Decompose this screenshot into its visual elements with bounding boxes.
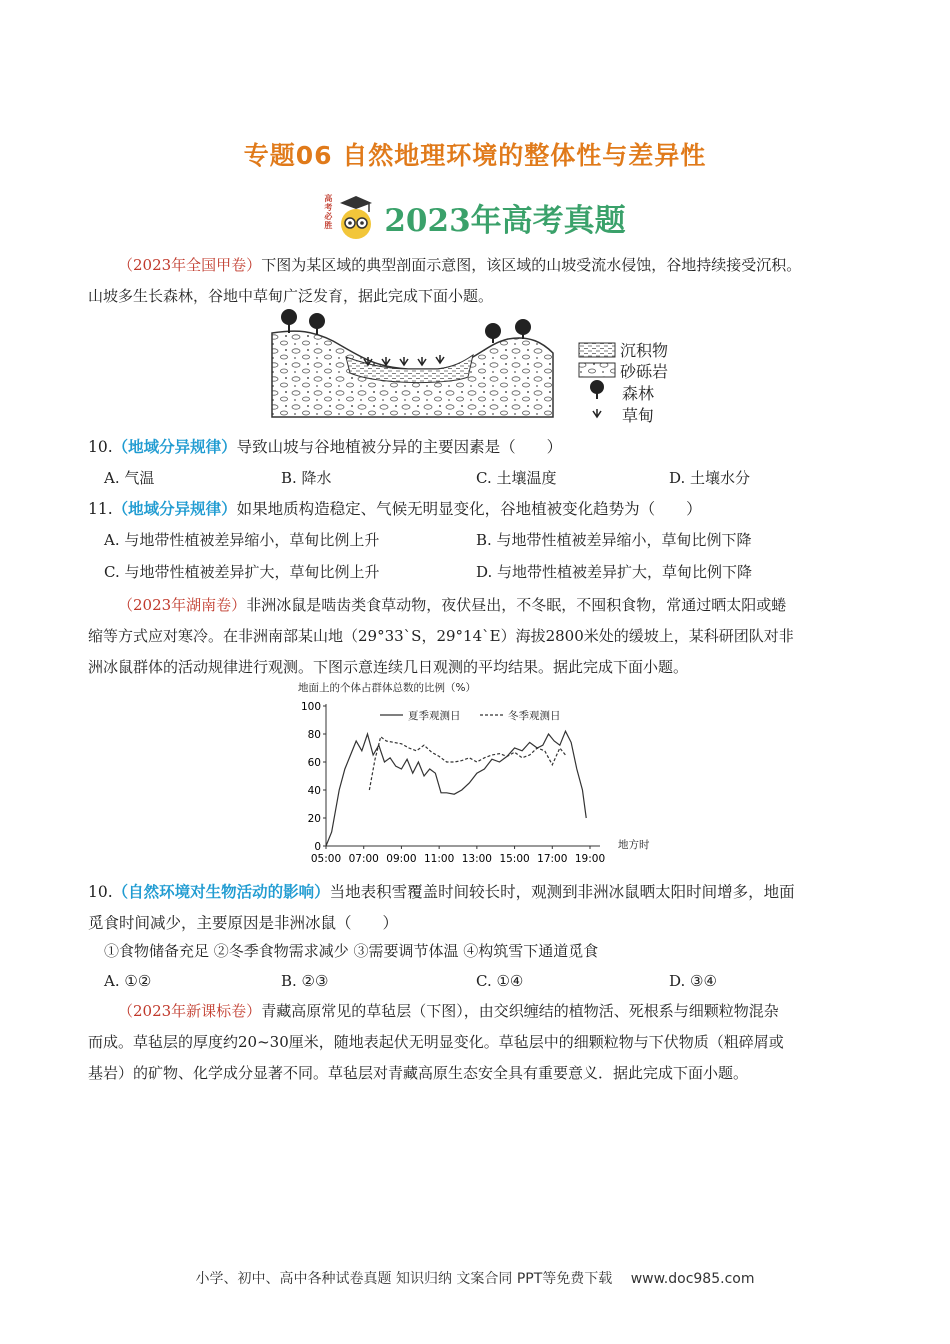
option-d[interactable]: D. 与地带性植被差异扩大，草甸比例下降 (476, 563, 753, 581)
option-a[interactable]: A. ①② (104, 972, 152, 990)
passage-2-line2: 缩等方式应对寒冷。在非洲南部某山地（29°33`S，29°14`E）海拔2800米处的缓坡上，某科研团队对非 (88, 627, 794, 645)
passage-2 (88, 590, 868, 683)
passage-1 (88, 250, 868, 312)
question-statements: ①食物储备充足 ②冬季食物需求减少 ③需要调节体温 ④构筑雪下通道觅食 (104, 942, 599, 960)
y-tick-label: 100 (300, 701, 321, 713)
question-10b (88, 880, 795, 904)
question-11 (88, 497, 702, 521)
series-summer-line (326, 731, 586, 846)
question-tag: （地域分异规律） (112, 437, 237, 456)
option-a[interactable]: A. 气温 (104, 469, 155, 487)
passage-3-source: （2023年新课标卷） (118, 1002, 262, 1020)
legend-summer: 夏季观测日 (408, 710, 461, 722)
passage-1-line2: 山坡多生长森林，谷地中草甸广泛发育，据此完成下面小题。 (88, 287, 494, 305)
legend-winter: 冬季观测日 (508, 710, 561, 722)
page-footer[interactable]: 小学、初中、高中各种试卷真题 知识归纳 文案合同 PPT等免费下载 www.doc985.com (195, 1271, 755, 1287)
passage-3 (88, 996, 868, 1089)
series-winter-line (369, 737, 565, 790)
question-10a (88, 435, 562, 459)
legend-label-sediment: 沉积物 (620, 341, 669, 360)
question-stem-line2: 觅食时间减少，主要原因是非洲冰鼠（ ） (88, 914, 399, 932)
passage-3-line2: 而成。草毡层的厚度约20~30厘米，随地表起伏无明显变化。草毡层中的细颗粒物与下伏物质（粗碎屑或 (88, 1033, 784, 1051)
option-b[interactable]: B. 降水 (281, 469, 332, 487)
mascot-logo (324, 194, 376, 240)
option-a[interactable]: A. 与地带性植被差异缩小，草甸比例上升 (104, 531, 380, 549)
page-title: 专题06 自然地理环境的整体性与差异性 (243, 141, 707, 170)
passage-1-line1: 下图为某区域的典型剖面示意图，该区域的山坡受流水侵蚀，谷地持续接受沉积。 (261, 256, 802, 274)
question-stem: 导致山坡与谷地植被分异的主要因素是（ ） (236, 438, 563, 456)
legend-sediment-swatch (579, 343, 615, 357)
x-axis-label: 地方时 (618, 839, 650, 851)
question-tag: （地域分异规律） (112, 499, 237, 518)
question-number: 10. (88, 883, 113, 901)
passage-2-line1: 非洲冰鼠是啮齿类食草动物，夜伏昼出，不冬眠，不囤积食物，常通过晒太阳或蜷 (246, 596, 787, 614)
legend-label-gravel: 砂砾岩 (620, 362, 669, 381)
x-tick-label: 11:00 (424, 853, 455, 865)
x-tick-label: 19:00 (574, 853, 606, 865)
chart-legend (380, 709, 561, 722)
y-tick-label: 0 (314, 841, 321, 853)
x-tick-label: 07:00 (348, 853, 379, 865)
option-d[interactable]: D. 土壤水分 (669, 469, 751, 487)
y-tick-label: 80 (307, 729, 321, 741)
question-number: 10. (88, 438, 113, 456)
legend-meadow-icon (593, 409, 601, 417)
option-d[interactable]: D. ③④ (669, 972, 717, 990)
legend-gravel-swatch (579, 363, 615, 377)
option-c[interactable]: C. 土壤温度 (476, 469, 557, 487)
banner (0, 194, 950, 240)
passage-1-source: （2023年全国甲卷） (118, 256, 262, 274)
question-tag: （自然环境对生物活动的影响） (112, 882, 330, 901)
x-tick-label: 05:00 (310, 853, 342, 865)
y-tick-label: 60 (307, 757, 321, 769)
x-tick-label: 15:00 (499, 853, 530, 865)
y-tick-label: 40 (307, 785, 321, 797)
option-c[interactable]: C. 与地带性植被差异扩大，草甸比例上升 (104, 563, 380, 581)
legend-label-forest: 森林 (622, 384, 655, 403)
x-tick-label: 17:00 (537, 853, 568, 865)
y-tick-label: 20 (307, 813, 321, 825)
banner-title: 2023年高考真题 (384, 202, 626, 239)
legend-label-meadow: 草甸 (622, 406, 655, 425)
question-number: 11. (88, 500, 113, 518)
passage-3-line1: 青藏高原常见的草毡层（下图），由交织缠结的植物活、死根系与细颗粒物混杂 (261, 1002, 779, 1020)
banner-side-text: 高考必胜 (324, 193, 333, 230)
passage-3-line3: 基岩）的矿物、化学成分显著不同。草毡层对青藏高原生态安全具有重要意义．据此完成下面小题。 (88, 1064, 749, 1082)
passage-2-source: （2023年湖南卷） (118, 596, 247, 614)
x-tick-label: 09:00 (386, 853, 417, 865)
option-b[interactable]: B. ②③ (281, 972, 329, 990)
passage-2-line3: 洲冰鼠群体的活动规律进行观测。下图示意连续几日观测的平均结果。据此完成下面小题。 (88, 658, 689, 676)
option-b[interactable]: B. 与地带性植被差异缩小，草甸比例下降 (476, 531, 752, 549)
option-c[interactable]: C. ①④ (476, 972, 524, 990)
question-stem: 如果地质构造稳定、气候无明显变化，谷地植被变化趋势为（ ） (236, 500, 702, 518)
x-tick-label: 13:00 (461, 853, 492, 865)
activity-line-chart (290, 676, 670, 866)
legend-forest-icon (590, 380, 604, 399)
chart-title: 地面上的个体占群体总数的比例（%） (298, 682, 476, 694)
question-stem-line1: 当地表积雪覆盖时间较长时，观测到非洲冰鼠晒太阳时间增多，地面 (329, 883, 795, 901)
owl-mascot-icon (336, 194, 376, 240)
